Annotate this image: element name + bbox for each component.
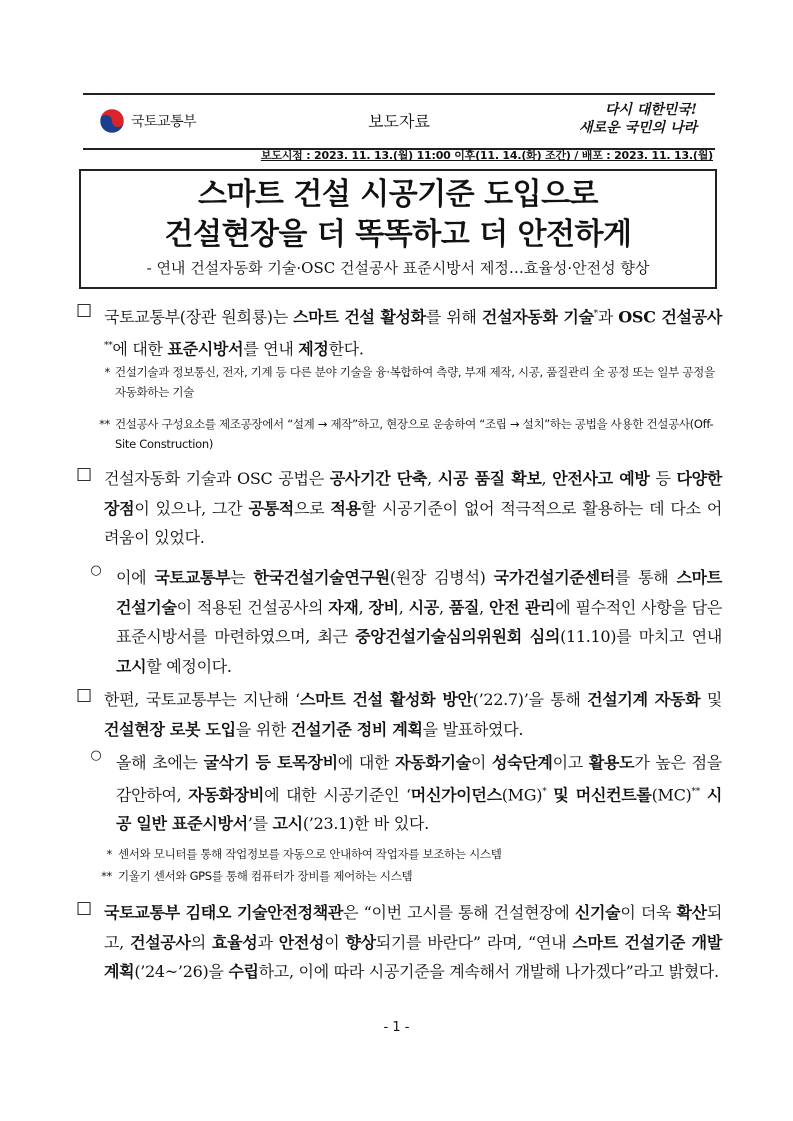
paragraph-text <box>104 685 722 744</box>
bold-run: 국토교통부 김태오 기술안전정책관 <box>104 903 344 922</box>
circle-bullet-icon: ○ <box>90 563 102 578</box>
page-number: - 1 - <box>383 1020 410 1035</box>
footnote-mark: * <box>593 309 598 319</box>
text-run: 에 대한 시공기준인 ‘ <box>264 784 411 804</box>
footnote-marker: * <box>104 365 110 379</box>
bold-run: 중앙건설기술심의위원회 심의 <box>355 627 561 646</box>
square-bullet-icon: □ <box>76 898 93 918</box>
text-run: (’24~’26)을 <box>134 962 229 981</box>
text-run: 은 “이번 고시를 통해 건설현장에 <box>343 903 575 922</box>
text-run: 되기를 바란다” 라며, “연내 <box>375 932 573 952</box>
bold-run: 스마트 건설 활성화 방안 <box>299 690 473 709</box>
bold-run: 안전사고 예방 <box>552 469 650 488</box>
text-run: 에 필수적인 사항을 담은 표준시방서를 마련하였으며, 최근 <box>116 597 722 646</box>
release-info: 보도시점 : 2023. 11. 13.(월) 11:00 이후(11. 14.(화) 조간) / 배포 : 2023. 11. 13.(월) <box>260 149 713 162</box>
footnote-text: 기울기 센서와 GPS를 통해 컴퓨터가 장비를 제어하는 시스템 <box>118 869 413 883</box>
text-run <box>700 785 707 804</box>
text-run: 를 위해 <box>425 307 482 327</box>
bold-run: 자동화장비 <box>188 784 265 804</box>
square-bullet-icon: □ <box>76 685 93 705</box>
text-run: 및 <box>700 690 722 709</box>
bold-run: 국토교통부 <box>154 568 231 587</box>
paragraph-text <box>104 898 722 987</box>
header-band <box>83 93 715 150</box>
bold-run: 공사기간 단축 <box>329 469 428 488</box>
text-run: 되고, <box>104 903 722 952</box>
bold-run: 굴삭기 등 토목장비 <box>203 753 338 772</box>
bold-run: 안전 관리 <box>489 597 556 617</box>
bold-run: 건설공사 <box>130 932 191 952</box>
bold-run: 머신가이던스 <box>410 784 502 804</box>
footnote-3 <box>98 844 722 864</box>
text-run: 등 <box>649 469 677 488</box>
footnote-marker: ** <box>99 417 110 431</box>
doc-type-label: 보도자료 <box>368 112 430 131</box>
footnote-mark: * <box>542 786 547 797</box>
bold-run: 성숙단계 <box>491 753 553 772</box>
circle-bullet-icon: ○ <box>90 748 102 763</box>
bold-run: 안전성 <box>278 932 325 952</box>
paragraph-text <box>116 748 722 839</box>
square-bullet-icon: □ <box>76 300 93 320</box>
headline-line1: 스마트 건설 시공기준 도입으로 <box>197 177 599 212</box>
paragraph-1 <box>76 300 722 364</box>
text-run: 이고 <box>552 753 589 772</box>
headline-line2: 건설현장을 더 똑똑하고 더 안전하게 <box>164 217 632 252</box>
slogan-line1: 다시 대한민국! <box>604 102 697 118</box>
bold-run: 향상 <box>345 932 376 952</box>
text-run: 이 있으나, 그간 <box>134 498 249 518</box>
footnote-2 <box>88 414 722 454</box>
bold-run: 활용도 <box>588 753 635 772</box>
bold-run: 시공 품질 확보 <box>437 469 542 488</box>
text-run: 으로 <box>293 498 331 518</box>
text-run: 를 통해 <box>614 568 677 587</box>
text-run: 를 연내 <box>243 339 299 359</box>
bold-run: 자재 <box>328 597 359 617</box>
ministry-name: 국토교통부 <box>131 114 197 130</box>
text-run: 의 <box>190 932 212 952</box>
text-run: (11.10)를 마치고 연내 <box>560 627 722 646</box>
text-run: (원장 김병석) <box>389 568 494 587</box>
text-run: , <box>398 597 409 617</box>
text-run: (’22.7)’을 통해 <box>472 690 588 709</box>
text-run: 한다. <box>328 339 364 359</box>
footnote-1 <box>92 362 722 402</box>
footnote-text: 건설기술과 정보통신, 전자, 기계 등 다른 분야 기술을 융·복합하여 측량, 부재 제작, 시공, 품질관리 全 공정 또는 일부 공정을 자동화하는 기술 <box>115 365 715 399</box>
bold-run: 적용 <box>330 498 361 518</box>
bold-run: 스마트 건설 활성화 <box>293 307 426 327</box>
bold-run: 확산 <box>676 903 707 922</box>
bold-run: 건설자동화 기술 <box>481 307 594 327</box>
bold-run: 스마트 건설기준 개발계획 <box>104 932 722 981</box>
text-run: 하고, 이에 따라 시공기준을 계속해서 개발해 나가겠다”라고 밝혔다. <box>258 962 719 981</box>
footnote-text: 건설공사 구성요소를 제조공장에서 “설계 → 제작”하고, 현장으로 운송하여 “조립 → 설치”하는 공법을 사용한 건설공사(Off-Site Construction) <box>115 417 714 451</box>
text-run: 이 <box>470 753 492 772</box>
text-run: , <box>479 597 490 617</box>
bold-run: 제정 <box>298 339 329 359</box>
text-run: 할 시공기준이 없어 적극적으로 활용하는 데 다소 어려움이 있었다. <box>104 498 722 547</box>
footnote-mark: ** <box>104 340 113 351</box>
text-run: (’23.1)한 바 있다. <box>302 814 429 834</box>
bold-run: 공통적 <box>248 498 294 518</box>
footnote-text: 센서와 모니터를 통해 작업정보를 자동으로 안내하여 작업자를 보조하는 시스템 <box>118 847 502 861</box>
footnote-marker: * <box>106 847 112 861</box>
bold-run: 국가건설기준센터 <box>493 568 615 587</box>
slogan <box>579 101 697 137</box>
bold-run: 다양한 장점 <box>104 469 722 518</box>
paragraph-5 <box>76 748 722 839</box>
text-run: , <box>541 469 553 488</box>
bold-run: 및 머신컨트롤 <box>553 784 652 804</box>
text-run: 과 <box>257 932 279 952</box>
bold-run: 수립 <box>228 962 259 981</box>
footnote-mark: ** <box>691 786 700 797</box>
text-run: 이에 <box>116 568 155 587</box>
title-box <box>79 169 717 289</box>
bold-run: OSC 건설공사 <box>618 307 722 327</box>
bold-run: 고시 <box>116 656 147 676</box>
square-bullet-icon: □ <box>76 464 93 484</box>
text-run: 국토교통부(장관 원희룡)는 <box>104 307 294 327</box>
text-run: , <box>358 597 369 617</box>
text-run: 건설자동화 기술과 OSC 공법은 <box>104 469 330 488</box>
bold-run: 건설기준 정비 계획 <box>290 719 423 739</box>
text-run: 할 예정이다. <box>146 656 232 676</box>
bold-run: 한국건설기술연구원 <box>253 568 390 587</box>
footnote-marker: ** <box>101 869 112 883</box>
bold-run: 시공 일반 표준시방서 <box>116 784 722 834</box>
text-run: 가 높은 점을 감안하여, <box>116 753 722 804</box>
paragraph-4 <box>76 685 722 744</box>
subheadline: - 연내 건설자동화 기술·OSC 건설공사 표준시방서 제정…효율성·안전성 향상 <box>146 259 650 277</box>
text-run: 이 더욱 <box>620 903 677 922</box>
text-run: ’를 <box>247 814 273 834</box>
paragraph-text <box>104 464 722 553</box>
text-run: 는 <box>230 568 254 587</box>
bold-run: 장비 <box>368 597 399 617</box>
paragraph-6 <box>76 898 722 987</box>
text-run: 과 <box>597 307 619 327</box>
bold-run: 신기술 <box>574 903 621 922</box>
text-run: 한편, 국토교통부는 지난해 ‘ <box>104 690 300 709</box>
bold-run: 고시 <box>272 814 303 834</box>
text-run: 을 발표하였다. <box>422 719 524 739</box>
paragraph-2 <box>76 464 722 553</box>
slogan-line2: 새로운 국민의 나라 <box>579 120 697 136</box>
bold-run: 스마트 건설기술 <box>116 568 722 617</box>
text-run: 에 대한 <box>337 753 396 772</box>
bold-run: 표준시방서 <box>167 339 244 359</box>
bold-run: 건설현장 로봇 도입 <box>104 719 236 739</box>
text-run: 이 <box>324 932 346 952</box>
text-run: 이 적용된 건설공사의 <box>176 597 329 617</box>
text-run: 에 대한 <box>112 339 168 359</box>
paragraph-text <box>104 300 722 364</box>
bold-run: 자동화기술 <box>395 753 471 772</box>
paragraph-text <box>116 563 722 681</box>
text-run: 을 위한 <box>235 719 291 739</box>
paragraph-3 <box>76 563 722 681</box>
bold-run: 시공 <box>408 597 439 617</box>
text-run: , <box>427 469 438 488</box>
footnote-4 <box>92 866 722 886</box>
text-run: (MC) <box>651 784 692 804</box>
text-run: 올해 초에는 <box>116 753 204 772</box>
bold-run: 품질 <box>448 597 480 617</box>
bold-run: 건설기계 자동화 <box>587 690 701 709</box>
bold-run: 효율성 <box>211 932 258 952</box>
text-run: (MG) <box>501 784 543 804</box>
text-run: , <box>438 597 449 617</box>
